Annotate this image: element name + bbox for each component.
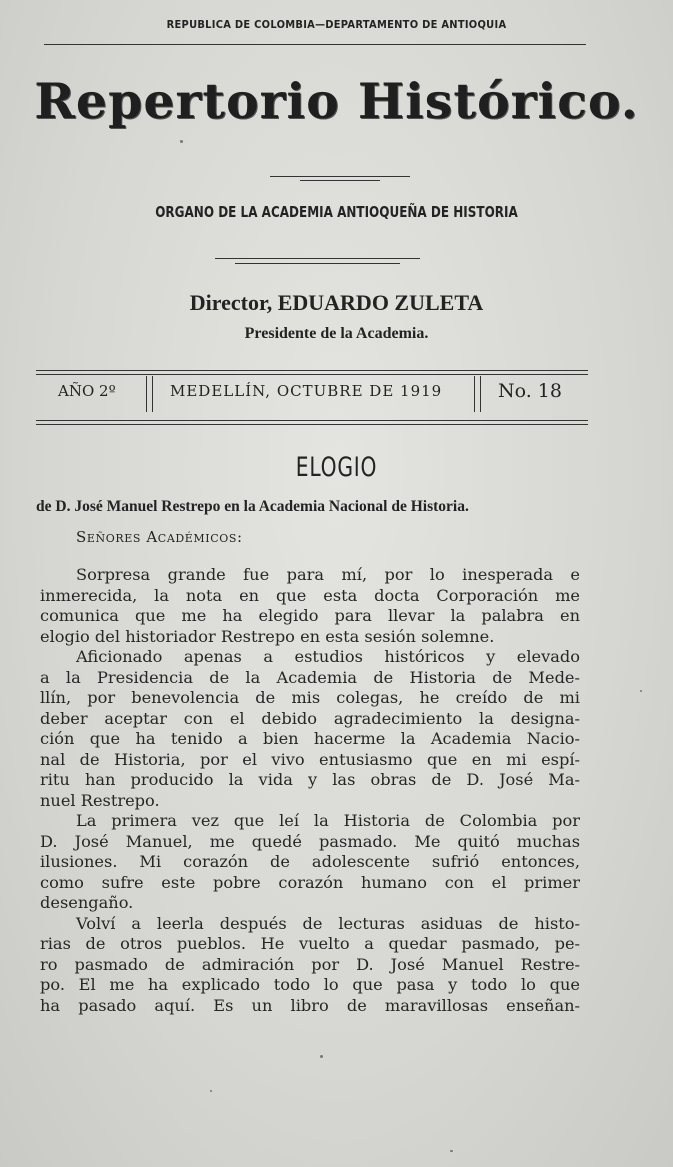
body-line: deber aceptar con el debido agradecimiento la designa- <box>40 708 580 728</box>
ornament-rule-1 <box>270 176 410 177</box>
body-line: llín, por benevolencia de mis colegas, he creído de mi <box>40 688 580 707</box>
article-title: ELOGIO <box>295 452 378 483</box>
body-line: nuel Restrepo. <box>40 790 160 810</box>
issue-bar <box>38 368 586 426</box>
body-line: ha pasado aquí. Es un libro de maravillosas enseñan- <box>40 995 580 1015</box>
body-line: ción que ha tenido a bien hacerme la Academia Nacio- <box>40 729 580 748</box>
paper-speck <box>320 1055 323 1058</box>
ornament-rule-2 <box>300 180 380 181</box>
issue-year: AÑO 2º <box>58 382 116 400</box>
body-line: ilusiones. Mi corazón de adolescente sufrió entonces, <box>40 852 580 871</box>
top-line: REPUBLICA DE COLOMBIA—DEPARTAMENTO DE ANTIOQUIA <box>166 18 507 31</box>
salutation: Señores Académicos: <box>76 528 243 546</box>
body-line: ritu han producido la vida y las obras de D. José Ma- <box>40 770 580 789</box>
issue-number: No. 18 <box>498 380 562 402</box>
issue-separator <box>146 376 153 412</box>
body-line: Volví a leerla después de lecturas asiduas de histo- <box>76 913 580 933</box>
issue-date: MEDELLÍN, OCTUBRE DE 1919 <box>170 382 443 400</box>
body-line: Aficionado apenas a estudios históricos y elevado <box>76 647 580 666</box>
article-subtitle: de D. José Manuel Restrepo en la Academia Nacional de Historia. <box>36 498 469 515</box>
paper-speck <box>640 690 642 692</box>
top-rule <box>44 44 586 45</box>
issue-separator <box>474 376 481 412</box>
body-line: nal de Historia, por el vivo entusiasmo que en mi espí- <box>40 749 580 769</box>
body-line: La primera vez que leí la Historia de Colombia por <box>76 811 580 830</box>
infobar-bottom-rule <box>36 420 588 421</box>
organ-line: ORGANO DE LA ACADEMIA ANTIOQUEÑA DE HISTORIA <box>155 203 518 221</box>
body-line: desengaño. <box>40 893 134 912</box>
ornament-rule-4 <box>235 263 400 264</box>
body-line: D. José Manuel, me quedé pasmado. Me quitó muchas <box>40 831 580 851</box>
infobar-bottom-rule-2 <box>36 424 588 425</box>
body-line: inmerecida, la nota en que esta docta Corporación me <box>40 585 580 605</box>
paper-speck <box>210 1090 212 1092</box>
article-body <box>40 565 588 1016</box>
director-role: Presidente de la Academia. <box>244 325 429 342</box>
body-line: Sorpresa grande fue para mí, por lo inesperada e <box>76 565 580 584</box>
body-line: como sufre este pobre corazón humano con el primer <box>40 872 580 892</box>
ornament-rule-3 <box>215 258 420 259</box>
body-line: ro pasmado de admiración por D. José Manuel Restre- <box>40 954 580 974</box>
body-line: comunica que me ha elegido para llevar la palabra en <box>40 606 580 625</box>
body-line: rias de otros pueblos. He vuelto a quedar pasmado, pe- <box>40 934 580 953</box>
masthead-title: Repertorio Histórico. <box>34 72 639 130</box>
paper-speck <box>180 140 183 143</box>
body-line: po. El me ha explicado todo lo que pasa y todo lo que <box>40 975 580 994</box>
paper-speck <box>450 1150 453 1152</box>
body-line: a la Presidencia de la Academia de Historia de Mede- <box>40 667 580 687</box>
body-line: elogio del historiador Restrepo en esta sesión solemne. <box>40 626 495 646</box>
director-line: Director, EDUARDO ZULETA <box>189 290 484 315</box>
